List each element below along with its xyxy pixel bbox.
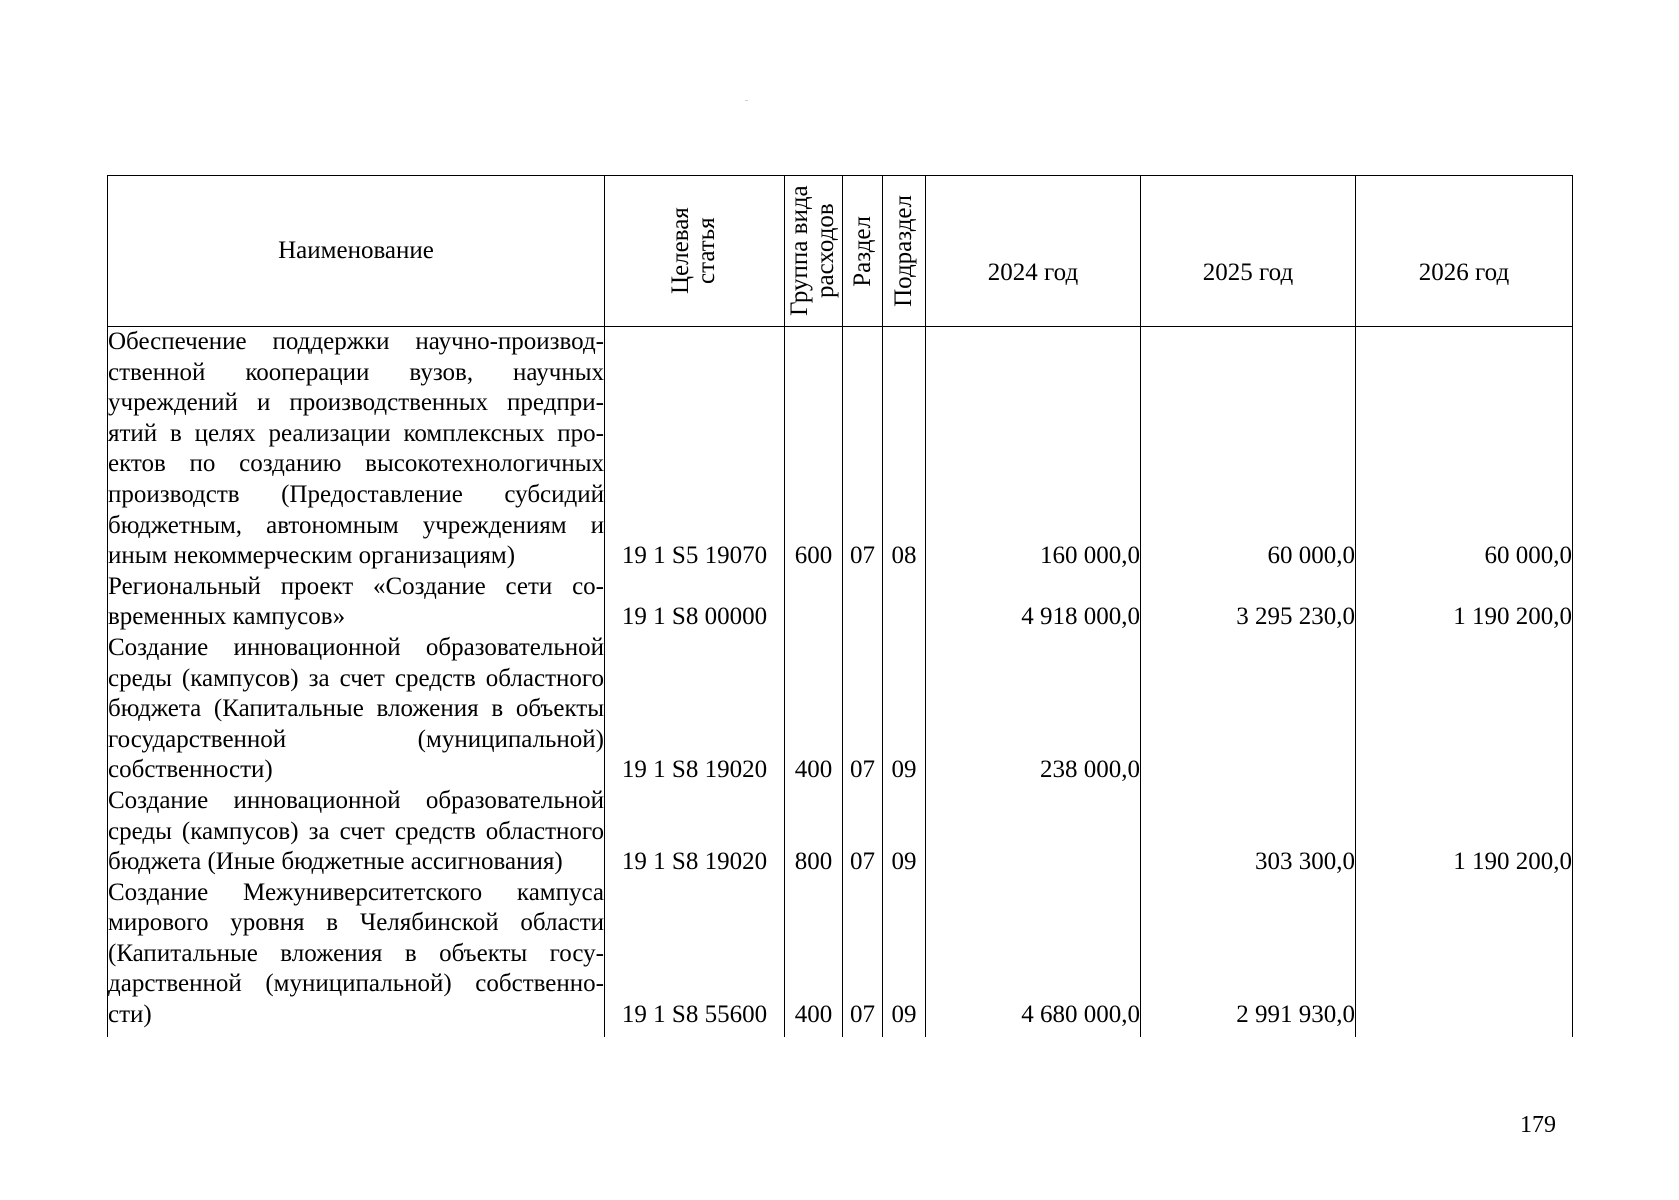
row-subsection: [883, 572, 926, 633]
row-2025: [1141, 633, 1356, 786]
row-subsection: 09: [883, 633, 926, 786]
row-name: Создание инновационной образовательной среды (кампусов) за счет средств областного бюджета (Иные бюджетные ассигнования): [108, 786, 605, 878]
header-section: Раздел: [843, 176, 883, 327]
row-expense-group: 600: [785, 327, 843, 572]
row-section: [843, 572, 883, 633]
table-row: [108, 786, 1573, 878]
row-expense-group: 800: [785, 786, 843, 878]
row-2026: [1356, 878, 1573, 1037]
header-2024: 2024 год: [926, 176, 1141, 327]
header-2025: 2025 год: [1141, 176, 1356, 327]
row-section: 07: [843, 786, 883, 878]
row-2026: 1 190 200,0: [1356, 572, 1573, 633]
table-row: [108, 327, 1573, 572]
row-name: Обеспечение поддержки научно-производственной кооперации вузов, научных учреждений и производственных предприятий в целях реализации комплексных проектов по созданию высокотехнологичных производств (Предоставление субсидий бюджетным, автономным учреждениям и иным некоммерческим организациям): [108, 327, 605, 572]
row-target-article: 19 1 S8 00000: [605, 572, 785, 633]
row-name: Создание Межуниверситетского кампуса мирового уровня в Челябинской области (Капитальные вложения в объекты государственной (муниципальной) собственности): [108, 878, 605, 1037]
row-section: 07: [843, 327, 883, 572]
scan-speck: [745, 100, 748, 101]
row-target-article: 19 1 S8 19020: [605, 786, 785, 878]
row-2025: 3 295 230,0: [1141, 572, 1356, 633]
row-section: 07: [843, 633, 883, 786]
row-subsection: 08: [883, 327, 926, 572]
header-target-article: Целевая статья: [605, 176, 785, 327]
page-number: 179: [1520, 1112, 1556, 1138]
row-target-article: 19 1 S5 19070: [605, 327, 785, 572]
row-expense-group: [785, 572, 843, 633]
header-subsection: Подраздел: [883, 176, 926, 327]
header-expense-group: Группа вида расходов: [785, 176, 843, 327]
row-expense-group: 400: [785, 633, 843, 786]
row-2025: 303 300,0: [1141, 786, 1356, 878]
row-subsection: 09: [883, 878, 926, 1037]
header-row: [108, 176, 1573, 327]
row-name: Региональный проект «Создание сети современных кампусов»: [108, 572, 605, 633]
row-subsection: 09: [883, 786, 926, 878]
row-target-article: 19 1 S8 19020: [605, 633, 785, 786]
row-2025: 60 000,0: [1141, 327, 1356, 572]
row-2026: 1 190 200,0: [1356, 786, 1573, 878]
row-name: Создание инновационной образовательной среды (кампусов) за счет средств областного бюджета (Капитальные вложения в объекты государственной (муниципальной) собственности): [108, 633, 605, 786]
row-2024: 238 000,0: [926, 633, 1141, 786]
row-2024: 4 680 000,0: [926, 878, 1141, 1037]
header-name: Наименование: [108, 176, 605, 327]
table-row: [108, 878, 1573, 1037]
row-2026: 60 000,0: [1356, 327, 1573, 572]
row-2025: 2 991 930,0: [1141, 878, 1356, 1037]
row-2026: [1356, 633, 1573, 786]
table-row: [108, 633, 1573, 786]
budget-table: [107, 175, 1573, 1037]
row-2024: [926, 786, 1141, 878]
row-section: 07: [843, 878, 883, 1037]
header-2026: 2026 год: [1356, 176, 1573, 327]
row-target-article: 19 1 S8 55600: [605, 878, 785, 1037]
row-2024: 4 918 000,0: [926, 572, 1141, 633]
row-2024: 160 000,0: [926, 327, 1141, 572]
row-expense-group: 400: [785, 878, 843, 1037]
table-row: [108, 572, 1573, 633]
